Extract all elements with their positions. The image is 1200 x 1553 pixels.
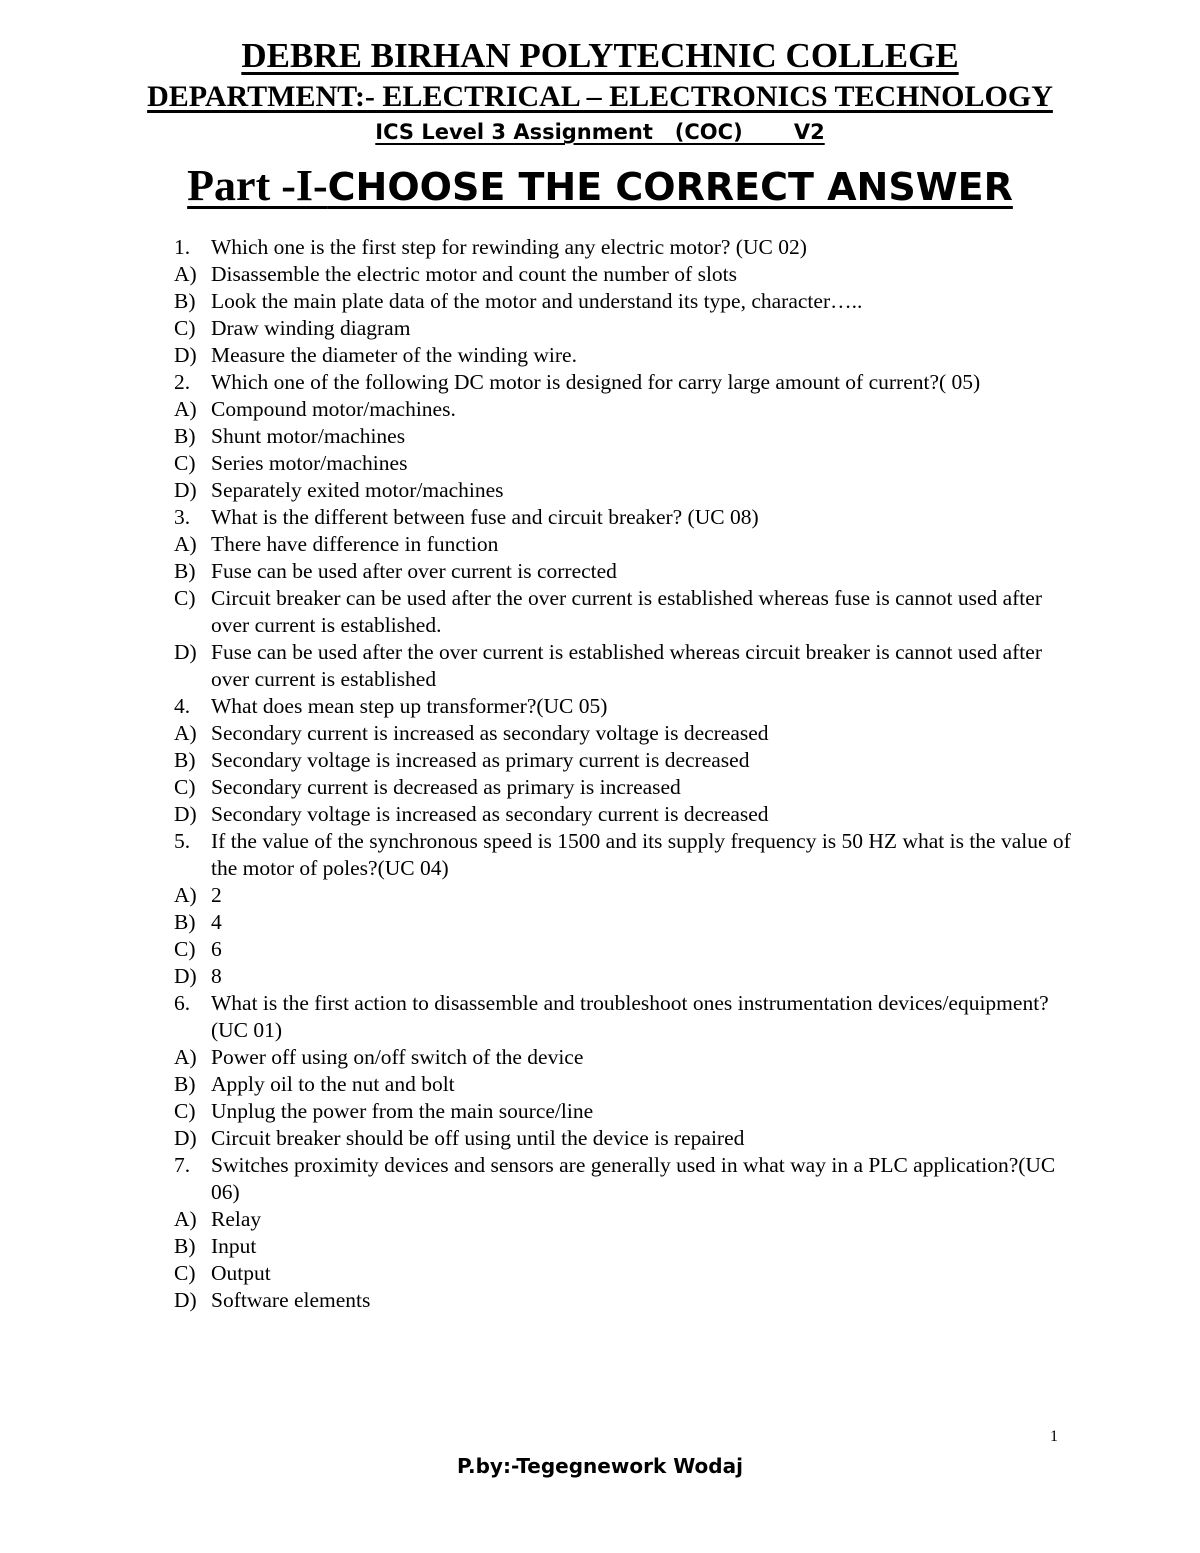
question-number: 2. xyxy=(174,370,191,394)
option-5a xyxy=(174,882,1074,909)
option-text: Secondary voltage is increased as primary current is decreased xyxy=(211,748,750,772)
option-letter: B) xyxy=(174,289,196,313)
option-text: Compound motor/machines. xyxy=(211,397,456,421)
option-text: Disassemble the electric motor and count the number of slots xyxy=(211,262,738,286)
question-7 xyxy=(174,1152,1074,1206)
assignment-title: ICS Level 3 Assignment (COC) V2 xyxy=(375,120,825,144)
part-prefix: Part -I- xyxy=(187,161,328,210)
option-text: Fuse can be used after the over current is established whereas circuit breaker is cannot used after over current is established xyxy=(211,640,1042,691)
option-text: Shunt motor/machines xyxy=(211,424,406,448)
option-2b xyxy=(174,423,1074,450)
option-1a xyxy=(174,261,1074,288)
option-text: Measure the diameter of the winding wire. xyxy=(211,343,577,367)
question-number: 7. xyxy=(174,1153,191,1177)
question-1 xyxy=(174,234,1074,261)
option-letter: A) xyxy=(174,1045,197,1069)
question-text: What does mean step up transformer?(UC 05) xyxy=(211,694,608,718)
option-3d xyxy=(174,639,1074,693)
option-6d xyxy=(174,1125,1074,1152)
question-text: What is the first action to disassemble and troubleshoot ones instrumentation devices/equipment?(UC 01) xyxy=(211,991,1049,1042)
question-text: Switches proximity devices and sensors are generally used in what way in a PLC application?(UC 06) xyxy=(211,1153,1056,1204)
option-text: Relay xyxy=(211,1207,262,1231)
option-6c xyxy=(174,1098,1074,1125)
option-4a xyxy=(174,720,1074,747)
option-text: 4 xyxy=(211,910,222,934)
question-6 xyxy=(174,990,1074,1044)
option-text: 6 xyxy=(211,937,222,961)
option-2d xyxy=(174,477,1074,504)
option-text: Output xyxy=(211,1261,271,1285)
option-5d xyxy=(174,963,1074,990)
option-text: Fuse can be used after over current is corrected xyxy=(211,559,617,583)
page-number: 1 xyxy=(1050,1428,1058,1445)
option-letter: C) xyxy=(174,316,196,340)
option-1b xyxy=(174,288,1074,315)
option-4c xyxy=(174,774,1074,801)
option-6a xyxy=(174,1044,1074,1071)
option-letter: C) xyxy=(174,586,196,610)
question-2 xyxy=(174,369,1074,396)
part-heading xyxy=(0,160,1200,211)
option-letter: D) xyxy=(174,1288,197,1312)
part-title: CHOOSE THE CORRECT ANSWER xyxy=(327,165,1013,209)
option-text: Apply oil to the nut and bolt xyxy=(211,1072,455,1096)
option-text: Series motor/machines xyxy=(211,451,408,475)
option-text: Look the main plate data of the motor and understand its type, character….. xyxy=(211,289,863,313)
question-number: 5. xyxy=(174,829,191,853)
option-text: Circuit breaker should be off using until the device is repaired xyxy=(211,1126,745,1150)
option-7b xyxy=(174,1233,1074,1260)
option-letter: B) xyxy=(174,748,196,772)
option-letter: B) xyxy=(174,1072,196,1096)
option-letter: B) xyxy=(174,1234,196,1258)
question-number: 1. xyxy=(174,235,191,259)
option-text: Software elements xyxy=(211,1288,371,1312)
option-text: Secondary voltage is increased as secondary current is decreased xyxy=(211,802,769,826)
option-7a xyxy=(174,1206,1074,1233)
option-letter: C) xyxy=(174,451,196,475)
option-4b xyxy=(174,747,1074,774)
option-letter: D) xyxy=(174,1126,197,1150)
option-4d xyxy=(174,801,1074,828)
option-3a xyxy=(174,531,1074,558)
option-letter: A) xyxy=(174,1207,197,1231)
question-text: If the value of the synchronous speed is 1500 and its supply frequency is 50 HZ what is the value of the motor of poles?(UC 04) xyxy=(211,829,1071,880)
option-5c xyxy=(174,936,1074,963)
question-text: Which one of the following DC motor is designed for carry large amount of current?( 05) xyxy=(211,370,981,394)
option-letter: D) xyxy=(174,478,197,502)
option-2c xyxy=(174,450,1074,477)
option-letter: B) xyxy=(174,910,196,934)
option-letter: A) xyxy=(174,883,197,907)
option-text: 8 xyxy=(211,964,222,988)
option-letter: D) xyxy=(174,640,197,664)
option-3c xyxy=(174,585,1074,639)
option-3b xyxy=(174,558,1074,585)
option-letter: A) xyxy=(174,532,197,556)
option-text: Input xyxy=(211,1234,257,1258)
question-3 xyxy=(174,504,1074,531)
option-text: Unplug the power from the main source/line xyxy=(211,1099,594,1123)
question-list xyxy=(174,234,1074,1314)
option-2a xyxy=(174,396,1074,423)
option-letter: C) xyxy=(174,937,196,961)
question-number: 4. xyxy=(174,694,191,718)
option-text: Secondary current is increased as secondary voltage is decreased xyxy=(211,721,769,745)
option-letter: A) xyxy=(174,397,197,421)
option-letter: C) xyxy=(174,1261,196,1285)
option-letter: D) xyxy=(174,802,197,826)
department-title: DEPARTMENT:- ELECTRICAL – ELECTRONICS TECHNOLOGY xyxy=(147,80,1053,113)
option-text: 2 xyxy=(211,883,222,907)
option-letter: D) xyxy=(174,964,197,988)
option-6b xyxy=(174,1071,1074,1098)
option-letter: C) xyxy=(174,775,196,799)
option-text: Draw winding diagram xyxy=(211,316,411,340)
option-letter: A) xyxy=(174,262,197,286)
footer-author: P.by:-Tegegnework Wodaj xyxy=(457,1454,743,1478)
option-7d xyxy=(174,1287,1074,1314)
option-text: Circuit breaker can be used after the over current is established whereas fuse is cannot used after over current is established. xyxy=(211,586,1042,637)
question-5 xyxy=(174,828,1074,882)
question-number: 3. xyxy=(174,505,191,529)
option-letter: C) xyxy=(174,1099,196,1123)
option-1d xyxy=(174,342,1074,369)
option-letter: B) xyxy=(174,559,196,583)
option-letter: A) xyxy=(174,721,197,745)
option-letter: D) xyxy=(174,343,197,367)
option-7c xyxy=(174,1260,1074,1287)
question-text: What is the different between fuse and circuit breaker? (UC 08) xyxy=(211,505,759,529)
question-number: 6. xyxy=(174,991,191,1015)
option-text: Power off using on/off switch of the device xyxy=(211,1045,584,1069)
option-text: Secondary current is decreased as primary is increased xyxy=(211,775,681,799)
question-text: Which one is the first step for rewinding any electric motor? (UC 02) xyxy=(211,235,807,259)
option-text: Separately exited motor/machines xyxy=(211,478,504,502)
question-4 xyxy=(174,693,1074,720)
college-title: DEBRE BIRHAN POLYTECHNIC COLLEGE xyxy=(241,36,959,75)
option-1c xyxy=(174,315,1074,342)
option-5b xyxy=(174,909,1074,936)
option-letter: B) xyxy=(174,424,196,448)
option-text: There have difference in function xyxy=(211,532,499,556)
